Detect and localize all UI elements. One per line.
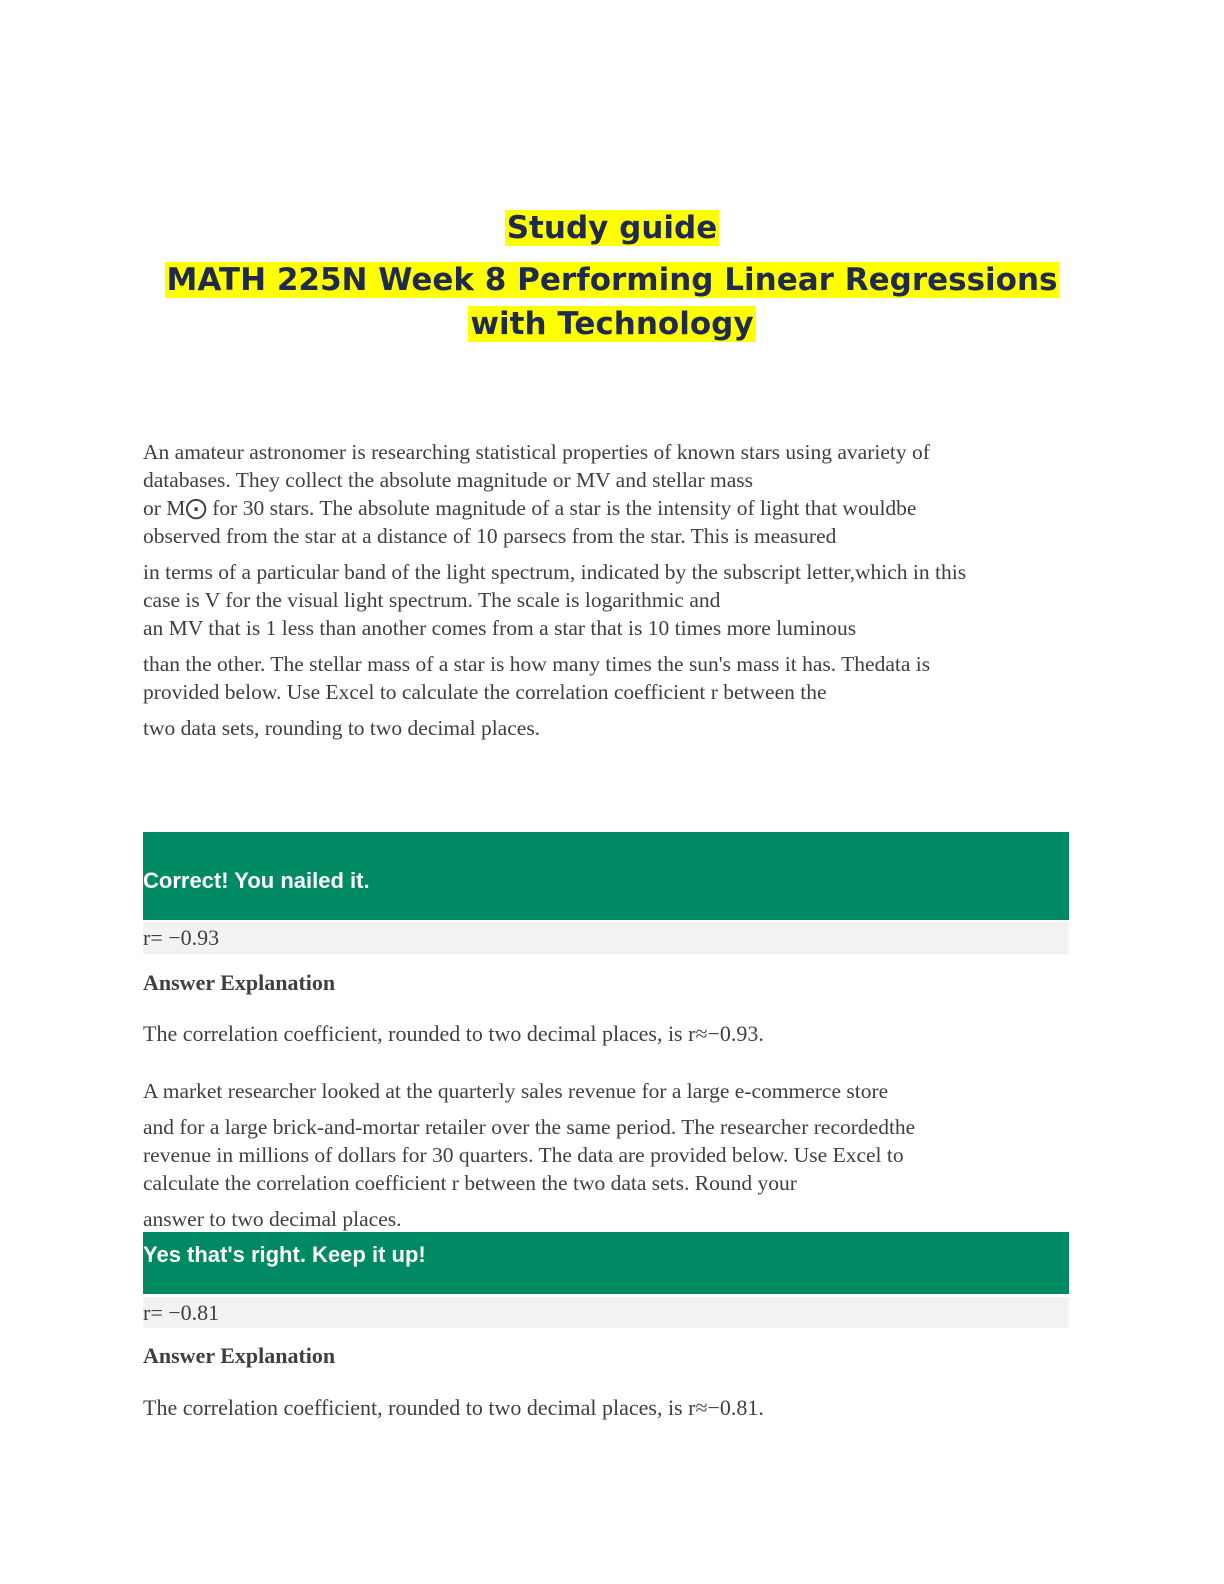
question-2-line: and for a large brick-and-mortar retailer over the same period. The researcher recordedthe [143,1115,916,1139]
question-2-line: A market researcher looked at the quarterly sales revenue for a large e-commerce store [143,1079,889,1103]
answer-value: r= −0.81 [143,1300,220,1325]
course-title-part-2: with Technology [470,306,754,342]
question-2-line: answer to two decimal places. [143,1207,402,1231]
title-line-2 [0,258,1224,302]
feedback-banner-correct [143,832,1069,920]
question-1-line: in terms of a particular band of the light spectrum, indicated by the subscript letter,which in this [143,560,967,584]
question-1-line: case is V for the visual light spectrum. The scale is logarithmic and [143,588,721,612]
question-1-line: two data sets, rounding to two decimal places. [143,716,541,740]
question-1-line: An amateur astronomer is researching statistical properties of known stars using avariety of [143,440,930,464]
answer-row [143,922,1069,954]
answer-row [143,1297,1069,1328]
feedback-banner-text: Yes that's right. Keep it up! [143,1242,426,1267]
feedback-banner-correct [143,1232,1069,1294]
title-line-3 [0,302,1224,346]
course-title-part-1: MATH 225N Week 8 Performing Linear Regressions [166,262,1058,298]
answer-explanation-heading: Answer Explanation [143,1343,336,1368]
question-1-line: observed from the star at a distance of 10 parsecs from the star. This is measured [143,524,837,548]
question-1-line: provided below. Use Excel to calculate the correlation coefficient r between the [143,680,827,704]
title-block [0,206,1224,346]
question-1-line: or M⨀ for 30 stars. The absolute magnitude of a star is the intensity of light that wouldbe [143,496,917,520]
question-2-line: calculate the correlation coefficient r between the two data sets. Round your [143,1171,797,1195]
answer-explanation-text: The correlation coefficient, rounded to two decimal places, is r≈−0.81. [143,1395,764,1420]
question-1-text [143,438,1083,742]
study-guide-heading: Study guide [506,210,718,246]
question-1-line: databases. They collect the absolute magnitude or MV and stellar mass [143,468,753,492]
question-2-line: revenue in millions of dollars for 30 quarters. The data are provided below. Use Excel to [143,1143,904,1167]
answer-explanation-heading: Answer Explanation [143,970,336,995]
answer-value: r= −0.93 [143,925,220,950]
question-1-line: an MV that is 1 less than another comes from a star that is 10 times more luminous [143,616,857,640]
question-2-text [143,1077,1083,1233]
title-line-1 [0,206,1224,250]
question-1-line: than the other. The stellar mass of a star is how many times the sun's mass it has. Thedata is [143,652,931,676]
feedback-banner-text: Correct! You nailed it. [143,868,370,893]
answer-explanation-text: The correlation coefficient, rounded to two decimal places, is r≈−0.93. [143,1021,764,1046]
